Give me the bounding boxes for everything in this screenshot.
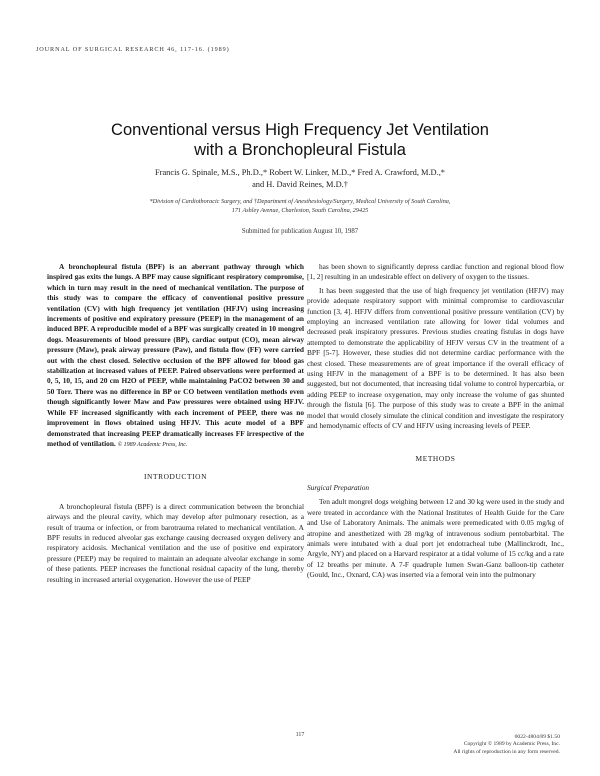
abstract-text: A bronchopleural fistula (BPF) is an aberrant pathway through which inspired gas exits the lungs. A BPF may cause significant respiratory compromise, which in turn may result in the need of mechanical ventilation. The purpose of this study was to compare the efficacy of conventional positive pressure ventilation (CV) with high frequency jet ventilation (HFJV) using increasing increments of positive end expiratory pressure (PEEP) in the management of an induced BPF. A reproducible model of a BPF was surgically created in 10 mongrel dogs. Measurements of blood pressure (BP), cardiac output (CO), mean airway pressure (Maw), peak airway pressure (Paw), and fistula flow (FF) were carried out with the chest closed. Selective occlusion of the BPF allowed for blood gas stabilization at increased values of PEEP. Paired observations were performed at 0, 5, 10, 15, and 20 cm H2O of PEEP, while maintaining PaCO2 between 30 and 50 Torr. There was no difference in BP or CO between ventilation methods even though significantly lower Maw and Paw pressures were obtained using HFJV. While FF increased significantly with each increment of PEEP, there was no improvement in flows obtained using HFJV. This acute model of a BPF demonstrated that increasing PEEP dramatically increases FF irrespective of the method of ventilation. (47, 262, 304, 448)
footer-copyright: Copyright © 1989 by Academic Press, Inc. (463, 741, 560, 748)
copyright-footer (390, 734, 560, 756)
body-paragraph-2: It has been suggested that the use of high frequency jet ventilation (HFJV) may provide adequate respiratory support with minimal compromise to cardiovascular function [3, 4]. HFJV differs from conventional positive pressure ventilation (CV) by employing an increased ventilation rate allowing for lower tidal volumes and decreased peak inspiratory pressures. Previous studies creating fistulas in dogs have attempted to demonstrate the applicability of HFJV versus CV in the treatment of a BPF [5-7]. However, these studies did not determine cardiac performance with the chest closed. These measurements are of great importance if the overall efficacy of using HFJV in the management of a BPF is to be determined. It has also been suggested, but not documented, that increasing tidal volume to control hypercarbia, or adding PEEP to increase oxygenation, may only increase the volume of gas shunted through the fistula [6]. The purpose of this study was to create a BPF in the animal model that would closely simulate the clinical condition and investigate the respiratory and hemodynamic effects of CV and HFJV using increasing levels of PEEP. (307, 285, 564, 431)
journal-header: JOURNAL OF SURGICAL RESEARCH 46, 117-16. (1989) (36, 46, 230, 53)
methods-paragraph: Ten adult mongrel dogs weighing between 12 and 30 kg were used in the study and were treated in accordance with the National Institutes of Health Guide for the Care and Use of Laboratory Animals. The animals were premedicated with 0.05 mg/kg of atropine and anesthetized with 28 mg/kg of intravenous sodium pentobarbital. The animals were intubated with a dual port jet endotracheal tube (Mallinckrodt, Inc., Argyle, NY) and placed on a Harvard respirator at a tidal volume of 15 cc/kg and a rate of 12 breaths per minute. A 7-F quadruple lumen Swan-Ganz balloon-tip catheter (Gould, Inc., Oxnard, CA) was inserted via a femoral vein into the pulmonary (307, 497, 564, 580)
abstract (47, 262, 304, 450)
methods-heading: METHODS (415, 453, 456, 463)
article-title (0, 120, 600, 160)
body-paragraph-1: has been shown to significantly depress cardiac function and regional blood flow [1, 2] resulting in an undesirable effect on delivery of oxygen to the tissues. (307, 262, 564, 282)
footer-rights: All rights of reproduction in any form reserved. (453, 748, 560, 755)
authors-line-1: Francis G. Spinale, M.S., Ph.D.,* Robert W. Linker, M.D.,* Fred A. Crawford, M.D.,* (155, 168, 445, 177)
footer-price: 0022-4804/89 $1.50 (514, 734, 560, 740)
author-list (0, 167, 600, 191)
abstract-copyright: © 1989 Academic Press, Inc. (117, 441, 188, 448)
authors-line-2: and H. David Reines, M.D.† (252, 180, 348, 189)
right-column (307, 262, 564, 584)
title-line-2: with a Bronchopleural Fistula (194, 141, 406, 159)
affiliation-line-1: *Division of Cardiothoracic Surgery, and †Department of Anesthesiology/Surgery, Medical University of South Carolina, (149, 198, 451, 205)
introduction-paragraph: A bronchopleural fistula (BPF) is a direct communication between the bronchial airways and the pleural cavity, which may develop after pulmonary resection, as a result of trauma or infection, or from barotrauma related to mechanical ventilation. A BPF results in reduced alveolar gas exchange causing decreased oxygen delivery and respiratory acidosis. Mechanical ventilation and the use of positive end expiratory pressure (PEEP) may be required to maintain an adequate alveolar exchange in some of these patients. PEEP increases the functional residual capacity of the lung, thereby resulting in increased arterial oxygenation. However the use of PEEP (47, 501, 304, 584)
surgical-preparation-subheading: Surgical Preparation (307, 482, 370, 492)
affiliations (0, 197, 600, 215)
title-line-1: Conventional versus High Frequency Jet Ventilation (111, 121, 489, 139)
left-column (47, 262, 304, 588)
page-number: 117 (295, 732, 305, 738)
submission-date: Submitted for publication August 10, 1987 (241, 228, 359, 235)
affiliation-line-2: 171 Ashley Avenue, Charleston, South Carolina, 29425 (231, 207, 369, 214)
introduction-heading: INTRODUCTION (143, 472, 208, 482)
